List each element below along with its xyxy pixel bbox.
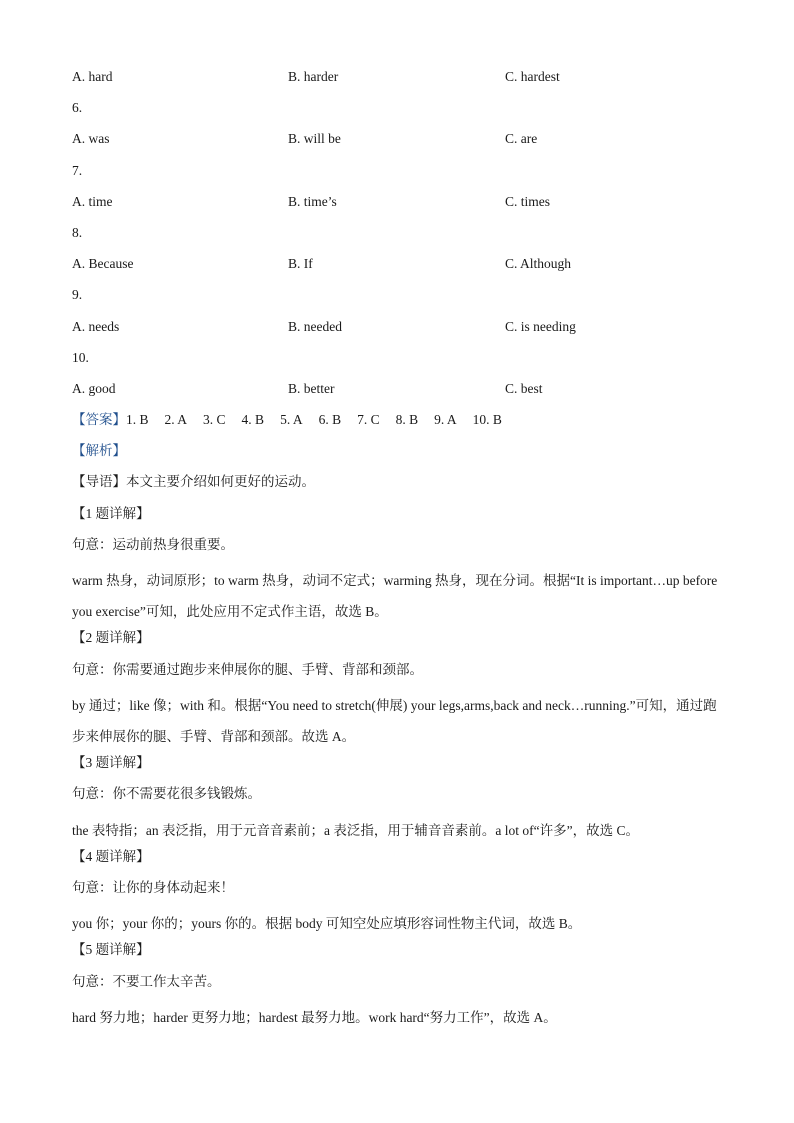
question-5-options <box>72 66 722 97</box>
option-a: A. needs <box>72 318 120 334</box>
detail-meaning: 句意：你不需要花很多钱锻炼。 <box>72 786 261 802</box>
question-number: 7. <box>72 162 83 178</box>
question-8-options <box>72 253 722 284</box>
detail-explanation: the 表特指；an 表泛指，用于元音音素前；a 表泛指，用于辅音音素前。a lot of“许多”，故选 C。 <box>72 822 639 838</box>
option-c: C. hardest <box>505 69 560 84</box>
option-b: B. If <box>288 256 313 272</box>
question-7-options <box>72 191 722 222</box>
option-c: C. times <box>505 193 551 209</box>
answer-item: 6. B <box>318 412 342 428</box>
option-c: C. is needing <box>505 318 576 334</box>
option-b: B. harder <box>288 69 339 84</box>
option-a: A. good <box>72 380 116 396</box>
question-number: 10. <box>72 349 89 365</box>
intro-line <box>72 471 722 502</box>
option-c: C. are <box>505 131 538 147</box>
detail-title: 【4 题详解】 <box>72 848 150 864</box>
option-a: A. was <box>72 131 110 147</box>
question-number: 8. <box>72 224 83 240</box>
detail-explanation: hard 努力地；harder 更努力地；hardest 最努力地。work hard“努力工作”，故选 A。 <box>72 1009 557 1025</box>
analysis-label: 【解析】 <box>72 443 126 459</box>
answer-item: 1. B <box>126 412 149 428</box>
detail-meaning: 句意：你需要通过跑步来伸展你的腿、手臂、背部和颈部。 <box>72 661 423 677</box>
option-c: C. best <box>505 380 543 396</box>
answer-item: 4. B <box>241 412 265 428</box>
option-a: A. Because <box>72 256 134 272</box>
answer-item: 7. C <box>357 412 380 428</box>
question-9-options <box>72 316 722 347</box>
detail-explanation: warm 热身，动词原形；to warm 热身，动词不定式；warming 热身，现在分词。根据“It is important…up before you exercise”可知，此处应用不定式作主语，故选 B。 <box>72 573 718 620</box>
question-number: 6. <box>72 100 83 116</box>
answer-item: 8. B <box>395 412 419 428</box>
answer-item: 10. B <box>472 412 502 428</box>
answer-item: 3. C <box>203 412 226 428</box>
intro-text: 本文主要介绍如何更好的运动。 <box>126 474 315 490</box>
answer-label: 【答案】 <box>72 412 126 428</box>
document-page <box>72 66 722 1033</box>
detail-explanation: by 通过；like 像；with 和。根据“You need to stretch(伸展) your legs,arms,back and neck…running.”可知，通过跑步来伸展你的腿、手臂、背部和颈部。故选 A。 <box>72 697 717 744</box>
question-6-options <box>72 128 722 159</box>
detail-meaning: 句意：让你的身体动起来！ <box>72 879 234 895</box>
answer-line <box>72 409 722 440</box>
question-10-options <box>72 378 722 409</box>
option-a: A. time <box>72 193 113 209</box>
detail-title: 【1 题详解】 <box>72 505 150 521</box>
question-number: 9. <box>72 287 83 303</box>
option-b: B. needed <box>288 318 342 334</box>
option-c: C. Although <box>505 256 572 272</box>
option-b: B. better <box>288 380 335 396</box>
detail-title: 【5 题详解】 <box>72 942 150 958</box>
intro-label: 【导语】 <box>72 474 126 490</box>
answer-item: 9. A <box>434 412 457 428</box>
detail-title: 【2 题详解】 <box>72 630 150 646</box>
detail-meaning: 句意：运动前热身很重要。 <box>72 536 234 552</box>
detail-meaning: 句意：不要工作太辛苦。 <box>72 973 221 989</box>
detail-title: 【3 题详解】 <box>72 755 150 771</box>
option-a: A. hard <box>72 69 113 84</box>
option-b: B. time’s <box>288 193 337 209</box>
answer-item: 2. A <box>164 412 188 428</box>
answer-item: 5. A <box>280 412 303 428</box>
detail-explanation: you 你；your 你的；yours 你的。根据 body 可知空处应填形容词性物主代词，故选 B。 <box>72 916 582 932</box>
option-b: B. will be <box>288 131 341 147</box>
